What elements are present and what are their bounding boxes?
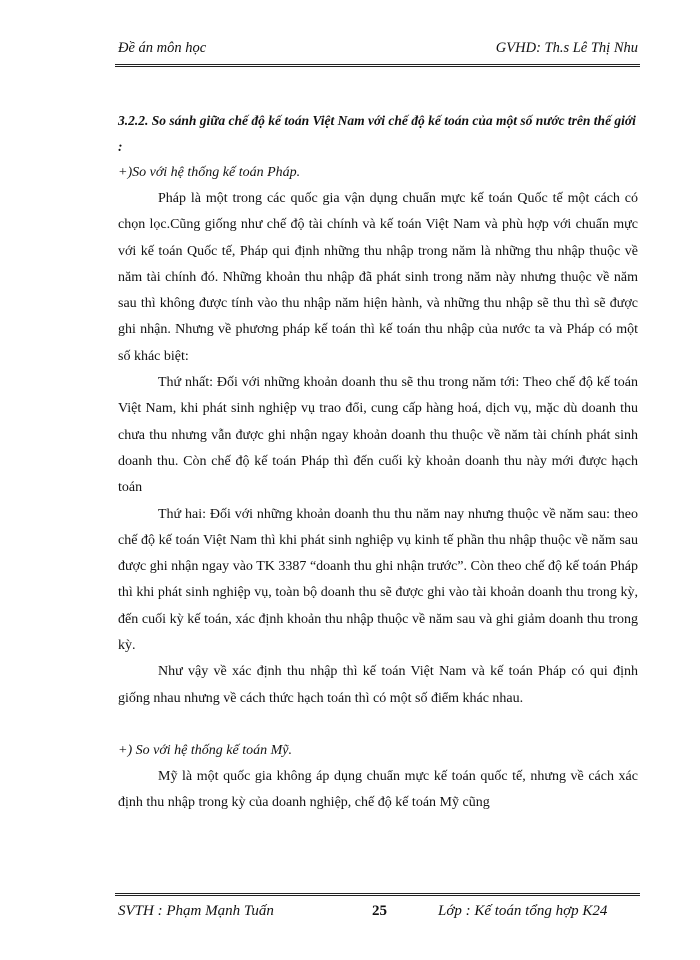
spacer <box>118 712 638 738</box>
section-heading: 3.2.2. So sánh giữa chế độ kế toán Việt Nam với chế độ kế toán của một số nước trên thế giới : <box>118 113 636 154</box>
france-paragraph-1: Pháp là một trong các quốc gia vận dụng chuẩn mực kế toán Quốc tế một cách có chọn lọc.Cũng giống như chế độ tài chính và kế toán Việt Nam và phù hợp với chuẩn mực với kế toán Quốc tế, Pháp qui định những thu nhập trong năm là những thu nhập thuộc về năm tài chính đó. Những khoản thu nhập đã phát sinh trong năm này nhưng thuộc về năm sau thì không được tính vào thu nhập năm hiện hành, và những thu nhập sẽ thu thì sẽ được ghi nhận. Nhưng về phương pháp kế toán thì kế toán thu nhập của nước ta và Pháp có một số khác biệt: <box>118 191 638 364</box>
footer-student: SVTH : Phạm Mạnh Tuấn <box>118 903 274 919</box>
france-paragraph-4: Như vậy về xác định thu nhập thì kế toán Việt Nam và kế toán Pháp có qui định giống nhau nhưng về cách thức hạch toán thì có một số điểm khác nhau. <box>118 664 638 706</box>
header-rule <box>115 64 640 67</box>
france-paragraph-2: Thứ nhất: Đối với những khoản doanh thu sẽ thu trong năm tới: Theo chế độ kế toán Việt Nam, khi phát sinh nghiệp vụ trao đổi, cung cấp hàng hoá, dịch vụ, mặc dù doanh thu chưa thu nhưng vẫn được ghi nhận ngay khoản doanh thu thuộc về năm tài chính phát sinh doanh thu. Còn chế độ kế toán Pháp thì đến cuối kỳ khoản doanh thu này mới được hạch toán <box>118 375 638 496</box>
header-right: GVHD: Th.s Lê Thị Nhu <box>495 40 638 56</box>
usa-paragraph-1: Mỹ là một quốc gia không áp dụng chuẩn mực kế toán quốc tế, nhưng về cách xác định thu nhập trong kỳ của doanh nghiệp, chế độ kế toán Mỹ cũng <box>118 768 638 811</box>
footer-rule <box>115 893 640 896</box>
header-left: Đề án môn học <box>118 40 207 56</box>
footer-class: Lớp : Kế toán tổng hợp K24 <box>438 903 608 919</box>
page-number: 25 <box>372 903 387 919</box>
france-title: +)So với hệ thống kế toán Pháp. <box>118 165 301 180</box>
usa-title: +) So với hệ thống kế toán Mỹ. <box>118 742 292 758</box>
france-paragraph-3: Thứ hai: Đối với những khoản doanh thu thu năm nay nhưng thuộc về năm sau: theo chế độ kế toán Việt Nam thì khi phát sinh nghiệp vụ kinh tế phần thu nhập thuộc về năm sau được ghi nhận ngay vào TK 3387 “doanh thu ghi nhận trước”. Còn theo chế độ kế toán Pháp thì khi phát sinh nghiệp vụ, toàn bộ doanh thu sẽ được ghi vào tài khoản doanh thu trong kỳ, đến cuối kỳ kế toán, xác định khoản thu nhập thuộc về năm sau và ghi giảm doanh thu trong kỳ. <box>118 506 638 654</box>
page-body <box>118 108 638 817</box>
